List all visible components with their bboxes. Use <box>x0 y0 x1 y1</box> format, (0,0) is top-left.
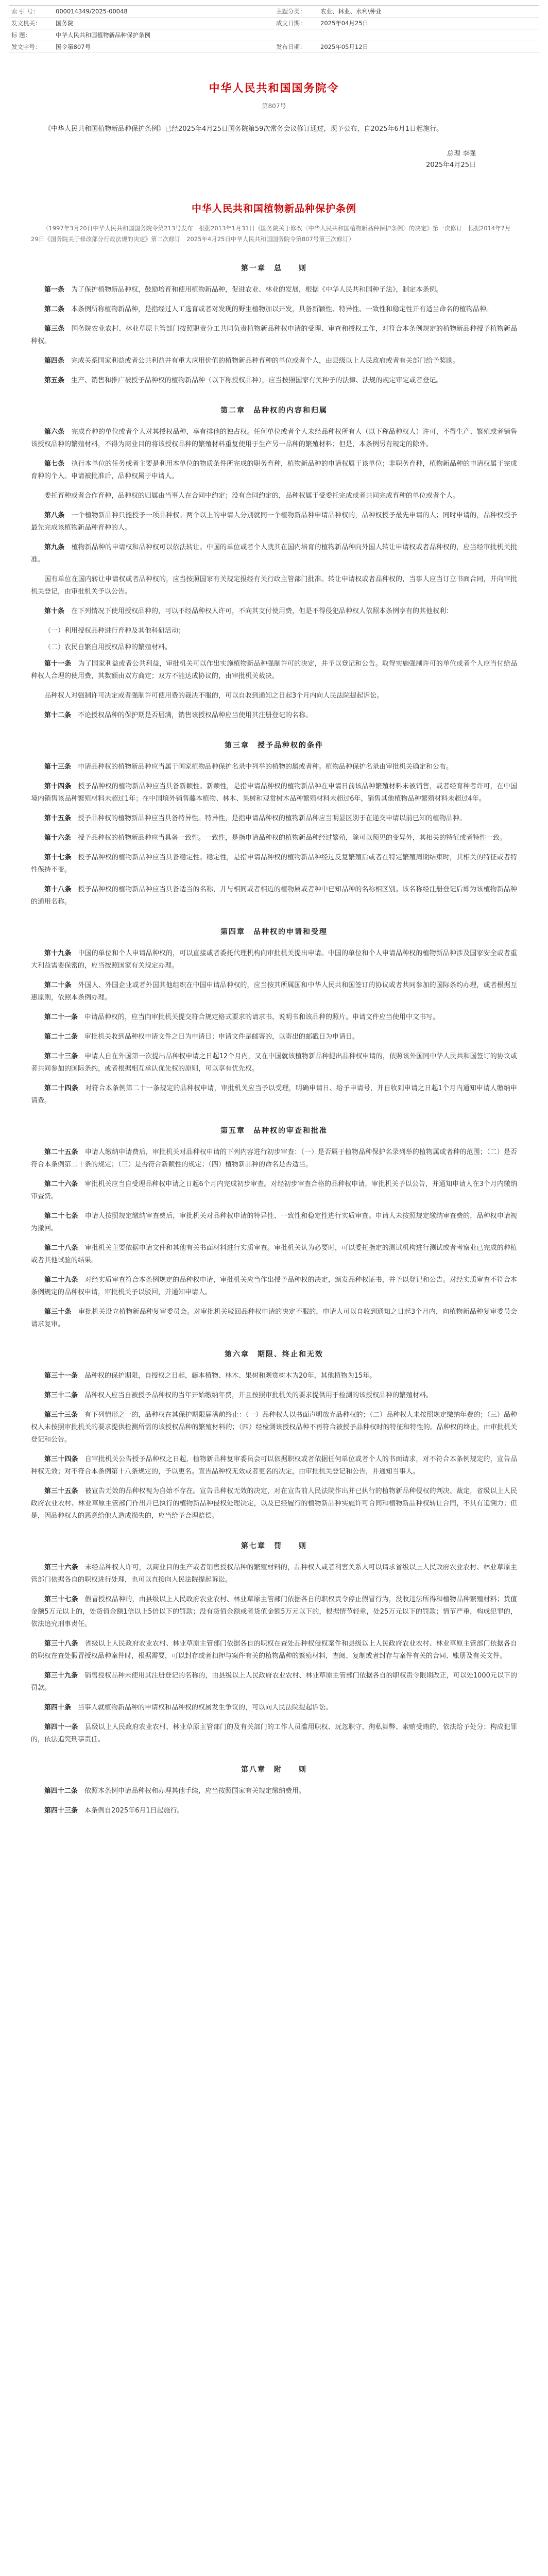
order-header <box>0 80 548 110</box>
article-paragraph <box>31 458 517 483</box>
chapter-heading: 第四章 品种权的申请和受理 <box>220 928 328 936</box>
article-paragraph <box>31 1242 517 1267</box>
article-text: 完成育种的单位或者个人对其授权品种，享有排他的独占权。任何单位或者个人未经品种权所有人（以下称品种权人）许可，不得生产、繁殖或者销售该授权品种的繁殖材料，不得为商业目的将该授权品种的繁殖材料重复使用于生产另一品种的繁殖材料；但是，本条例另有规定的除外。 <box>31 428 517 448</box>
article-text: 当事人就植物新品种的申请权和品种权的权属发生争议的，可以向人民法院提起诉讼。 <box>78 1704 333 1711</box>
article-text: 对符合本条例第二十一条规定的品种权申请，审批机关应当予以受理，明确申请日、给予申请号，并自收到申请之日起1个月内通知申请人缴纳申请费。 <box>31 1084 517 1105</box>
article-text: 在下列情况下使用授权品种的，可以不经品种权人许可，不向其支付使用费，但是不得侵犯品种权人依照本条例享有的其他权利： <box>71 607 453 615</box>
article-text: 被宣告无效的品种权视为自始不存在。宣告品种权无效的决定，对在宣告前人民法院作出并已执行的植物新品种侵权的判决、裁定，省级以上人民政府农业农村、林业草原主管部门作出并已执行的植物新品种侵权处理决定，以及已经履行的植物新品种实施许可合同和植物新品种权转让合同，不具有追溯力；但是，因品种权人的恶意给他人造成损失的，应当给予合理赔偿。 <box>31 1487 517 1520</box>
article-text: 国有单位在国内转让申请权或者品种权的，应当按照国家有关规定报经有关行政主管部门批准。转让申请权或者品种权的，当事人应当订立书面合同，并向审批机关登记，由审批机关予以公告。 <box>31 575 517 596</box>
article-number: 第四十一条 <box>44 1723 78 1731</box>
meta-label-issuer: 发文机关： <box>11 20 41 27</box>
article-paragraph <box>31 781 517 805</box>
article-paragraph <box>31 573 517 598</box>
article-number: 第十九条 <box>44 950 72 957</box>
article-text: 不论授权品种的保护期是否届满，销售该授权品种应当使用其注册登记的名称。 <box>78 711 313 719</box>
article-paragraph <box>31 852 517 876</box>
article-paragraph <box>31 1274 517 1299</box>
article-number: 第十二条 <box>44 711 72 719</box>
article-number: 第七条 <box>44 460 65 468</box>
meta-value-issuer: 国务院 <box>56 20 74 27</box>
metadata-row <box>9 6 539 18</box>
article-text: 申请人缴纳申请费后，审批机关对品种权申请的下列内容进行初步审查：（一）是否属于植物品种保护名录列举的植物属或者种的范围；（二）是否符合本条例第二十条的规定；（三）是否符合新颖性的规定；（四）植物新品种的命名是否适当。 <box>31 1148 517 1168</box>
article-text: 授予品种权的植物新品种应当具备新颖性。新颖性，是指申请品种权的植物新品种在申请日前该品种繁殖材料未被销售，或者经育种者许可，在中国境内销售该品种繁殖材料未超过1年；在中国境外销售藤本植物、林木、果树和观赏树木品种繁殖材料未超过6年，销售其他植物品种繁殖材料未超过4年。 <box>31 783 517 803</box>
law-content <box>31 262 517 1817</box>
article-text: 执行本单位的任务或者主要是利用本单位的物质条件所完成的职务育种，植物新品种的申请权属于该单位；非职务育种，植物新品种的申请权属于完成育种的个人。申请被批准后，品种权属于申请人。 <box>31 460 517 480</box>
article-paragraph <box>31 1409 517 1446</box>
meta-value-index: 000014349/2025-00048 <box>56 8 128 15</box>
article-paragraph <box>31 1594 517 1631</box>
article-number: 第四十条 <box>44 1704 72 1711</box>
article-paragraph <box>31 1562 517 1586</box>
article-number: 第六条 <box>44 428 65 436</box>
article-paragraph <box>31 1389 517 1402</box>
article-number: 第三十条 <box>44 1308 72 1316</box>
article-number: 第二十九条 <box>44 1276 78 1284</box>
article-number: 第二十三条 <box>44 1053 78 1060</box>
article-number: 第二十七条 <box>44 1212 78 1220</box>
meta-label-category: 主题分类： <box>276 8 306 15</box>
article-paragraph <box>31 541 517 566</box>
article-number: 第三十一条 <box>44 1372 78 1380</box>
order-number: 第807号 <box>262 103 286 110</box>
article-text: 一个植物新品种只能授予一项品种权。两个以上的申请人分别就同一个植物新品种申请品种权的，品种权授予最先申请的人；同时申请的，品种权授予最先完成该植物新品种育种的人。 <box>31 512 517 532</box>
meta-value-category: 农业、林业、水利\种业 <box>320 8 382 15</box>
article-text: 委托育种或者合作育种，品种权的归属由当事人在合同中约定；没有合同约定的，品种权属于受委托完成或者共同完成育种的单位或者个人。 <box>44 492 460 500</box>
article-number: 第八条 <box>44 512 65 519</box>
article-text: 本条例自2025年6月1日起施行。 <box>84 1807 184 1815</box>
order-title: 中华人民共和国国务院令 <box>209 82 339 94</box>
law-header <box>0 201 548 215</box>
article-number: 第三十二条 <box>44 1392 78 1399</box>
article-number: 第二十五条 <box>44 1148 78 1156</box>
article-number: 第四条 <box>44 357 65 365</box>
article-text: 假冒授权品种的，由县级以上人民政府农业农村、林业草原主管部门依据各自的职权责令停止假冒行为，没收违法所得和植物品种繁殖材料；货值金额5万元以上的，处货值金额1倍以上5倍以下的罚款；没有货值金额或者货值金额5万元以下的，根据情节轻重，处25万元以下的罚款；情节严重，构成犯罪的，依法追究刑事责任。 <box>31 1596 517 1628</box>
article-text: 自审批机关公告授予品种权之日起，植物新品种复审委员会可以依据职权或者依据任何单位或者个人的书面请求，对不符合本条例规定的，宣告品种权无效；对不符合本条例第十八条规定的，予以更名。宣告品种权无效或者更名的决定，由审批机关登记和公告，并通知当事人。 <box>31 1455 517 1476</box>
article-paragraph <box>31 1146 517 1171</box>
meta-value-doc-no: 国令第807号 <box>56 43 91 50</box>
article-number: 第三十四条 <box>44 1455 78 1463</box>
article-number: 第二十一条 <box>44 1013 78 1021</box>
article-paragraph <box>31 375 517 387</box>
article-number: 第十四条 <box>44 783 72 790</box>
article-text: 为了国家利益或者公共利益，审批机关可以作出实施植物新品种强制许可的决定，并予以登记和公告。取得实施强制许可的单位或者个人应当付给品种权人合理的使用费，其数额由双方商定；双方不能达成协议的，由审批机关裁决。 <box>31 660 517 680</box>
article-text: 为了保护植物新品种权，鼓励培育和使用植物新品种，促进农业、林业的发展，根据《中华人民共和国种子法》，制定本条例。 <box>71 286 443 294</box>
article-paragraph <box>31 658 517 683</box>
article-text: 对经实质审查符合本条例规定的品种权申请，审批机关应当作出授予品种权的决定，颁发品种权证书，并予以登记和公告。对经实质审查不符合本条例规定的品种权申请，审批机关予以驳回，并通知申请人。 <box>31 1276 517 1296</box>
article-text: 销售授权品种未使用其注册登记的名称的，由县级以上人民政府农业农村、林业草原主管部门依据各自的职权责令限期改正，可以处1000元以下的罚款。 <box>31 1672 517 1692</box>
article-number: 第二十八条 <box>44 1244 78 1252</box>
article-paragraph <box>31 1306 517 1331</box>
meta-label-publish-date: 发布日期： <box>276 43 306 50</box>
article-paragraph <box>31 1670 517 1694</box>
article-text: 品种权人应当自被授予品种权的当年开始缴纳年费，并且按照审批机关的要求提供用于检测的该授权品种的繁殖材料。 <box>84 1392 433 1399</box>
meta-label-written-date: 成文日期： <box>276 20 306 27</box>
metadata-row <box>9 41 539 53</box>
article-paragraph <box>31 1485 517 1522</box>
chapter-heading: 第五章 品种权的审查和批准 <box>220 1127 328 1135</box>
meta-label-index: 索 引 号： <box>11 8 39 15</box>
article-paragraph <box>31 426 517 451</box>
chapter-heading: 第一章 总 则 <box>241 264 307 273</box>
article-number: 第一条 <box>44 286 65 294</box>
article-number: 第二十条 <box>44 981 72 989</box>
article-text: 品种权人对强制许可决定或者强制许可使用费的裁决不服的，可以自收到通知之日起3个月内向人民法院提起诉讼。 <box>44 692 384 700</box>
list-item: （一）利用授权品种进行育种及其他科研活动； <box>44 627 185 635</box>
article-paragraph <box>31 761 517 773</box>
article-paragraph <box>31 812 517 825</box>
article-number: 第九条 <box>44 544 65 551</box>
article-text: 有下列情形之一的，品种权在其保护期限届满前终止：（一）品种权人以书面声明放弃品种权的；（二）品种权人未按照规定缴纳年费的；（三）品种权人未按照审批机关的要求提供检测所需的该授权品种的繁殖材料的；（四）经检测该授权品种不再符合被授予品种权时的特征和特性的。品种权的终止，由审批机关登记和公告。 <box>31 1411 517 1444</box>
article-number: 第十三条 <box>44 763 72 771</box>
article-number: 第十条 <box>44 607 65 615</box>
article-number: 第三十七条 <box>44 1596 78 1603</box>
article-text: 申请人自在外国第一次提出品种权申请之日起12个月内，又在中国就该植物新品种提出品种权申请的，依照该外国同中华人民共和国签订的协议或者共同参加的国际条约，或者根据相互承认优先权的原则，可以享有优先权。 <box>31 1053 517 1073</box>
article-paragraph <box>31 947 517 972</box>
signature-name: 总理 李强 <box>447 150 476 158</box>
article-paragraph <box>31 510 517 534</box>
article-number: 第十七条 <box>44 854 72 861</box>
metadata-row <box>9 29 539 41</box>
article-text: 审批机关应当自受理品种权申请之日起6个月内完成初步审查。对经初步审查合格的品种权申请，审批机关予以公告，并通知申请人在3个月内缴纳审查费。 <box>31 1180 517 1200</box>
article-text: 申请品种权的植物新品种应当属于国家植物品种保护名录中列举的植物的属或者种。植物品种保护名录由审批机关确定和公布。 <box>78 763 453 771</box>
article-paragraph <box>31 832 517 844</box>
article-text: 审批机关主要依据申请文件和其他有关书面材料进行实质审查。审批机关认为必要时，可以委托指定的测试机构进行测试或者考察业已完成的种植或者其他试验的结果。 <box>31 1244 517 1264</box>
article-paragraph <box>31 490 517 502</box>
article-paragraph <box>31 284 517 296</box>
article-number: 第二十六条 <box>44 1180 78 1188</box>
article-text: 审批机关设立植物新品种复审委员会。对审批机关驳回品种权申请的决定不服的，申请人可以自收到通知之日起3个月内，向植物新品种复审委员会请求复审。 <box>31 1308 517 1328</box>
meta-label-title: 标 题： <box>11 31 31 39</box>
article-paragraph <box>31 303 517 316</box>
metadata-row <box>9 18 539 29</box>
chapter-heading: 第七章 罚 则 <box>241 1542 307 1550</box>
article-text: 本条例所称植物新品种，是指经过人工选育或者对发现的野生植物加以开发，具备新颖性、特异性、一致性和稳定性并有适当命名的植物品种。 <box>71 306 493 313</box>
article-paragraph <box>31 1638 517 1663</box>
signature-date: 2025年4月25日 <box>426 161 476 169</box>
article-text: 授予品种权的植物新品种应当具备适当的名称，并与相同或者相近的植物属或者种中已知品种的名称相区别。该名称经注册登记后即为该植物新品种的通用名称。 <box>31 886 517 906</box>
article-text: 授予品种权的植物新品种应当具备稳定性。稳定性，是指申请品种权的植物新品种经过反复繁殖后或者在特定繁殖周期结束时，其相关的特征或者特性保持不变。 <box>31 854 517 874</box>
signature-block <box>0 148 481 171</box>
article-text: 授予品种权的植物新品种应当具备特异性。特异性，是指申请品种权的植物新品种应当明显区别于在递交申请以前已知的植物品种。 <box>78 815 467 822</box>
article-text: 审批机关收到品种权申请文件之日为申请日；申请文件是邮寄的，以寄出的邮戳日为申请日。 <box>84 1033 359 1041</box>
article-paragraph <box>31 1082 517 1107</box>
article-number: 第四十三条 <box>44 1807 78 1815</box>
article-text: 生产、销售和推广被授予品种权的植物新品种（以下称授权品种），应当按照国家有关种子的法律、法规的规定审定或者登记。 <box>71 377 443 384</box>
article-number: 第五条 <box>44 377 65 384</box>
article-number: 第十一条 <box>44 660 72 668</box>
article-number: 第三十五条 <box>44 1487 78 1495</box>
article-text: 依照本条例申请品种权和办理其他手续，应当按照国家有关规定缴纳费用。 <box>84 1787 306 1795</box>
article-paragraph <box>31 1453 517 1478</box>
meta-value-publish-date: 2025年05月12日 <box>320 43 369 50</box>
article-text: 品种权的保护期限，自授权之日起，藤本植物、林木、果树和观赏树木为20年，其他植物为15年。 <box>84 1372 376 1380</box>
chapter-heading: 第八章 附 则 <box>241 1766 307 1774</box>
chapter-heading: 第三章 授予品种权的条件 <box>225 741 323 750</box>
article-number: 第十五条 <box>44 815 72 822</box>
meta-value-title: 中华人民共和国植物新品种保护条例 <box>56 31 150 39</box>
article-text: 申请人按照规定缴纳审查费后，审批机关对品种权申请的特异性、一致性和稳定性进行实质审查。申请人未按照规定缴纳审查费的，品种权申请视为撤回。 <box>31 1212 517 1232</box>
article-text: 申请品种权的，应当向审批机关提交符合规定格式要求的请求书、说明书和该品种的照片。申请文件应当使用中文书写。 <box>84 1013 440 1021</box>
article-text: 外国人、外国企业或者外国其他组织在中国申请品种权的，应当按其所属国和中华人民共和国签订的协议或者共同参加的国际条约办理，或者根据互惠原则，依照本条例办理。 <box>31 981 517 1002</box>
article-paragraph <box>31 884 517 908</box>
metadata-table <box>9 5 539 53</box>
article-number: 第十八条 <box>44 886 72 893</box>
law-note: （1997年3月20日中华人民共和国国务院令第213号发布 根据2013年1月31日《国务院关于修改〈中华人民共和国植物新品种保护条例〉的决定》第一次修订 根据2014年7月29日《国务院关于修改部分行政法规的决定》第二次修订 2025年4月25日中华人民共和国国务院令第807号第三次修订） <box>31 225 511 243</box>
article-number: 第三条 <box>44 325 65 333</box>
article-paragraph <box>31 323 517 348</box>
article-paragraph <box>31 1210 517 1235</box>
article-number: 第三十六条 <box>44 1564 78 1571</box>
meta-label-doc-no: 发文字号： <box>11 43 41 50</box>
article-paragraph <box>31 1370 517 1382</box>
article-number: 第二十四条 <box>44 1084 78 1092</box>
article-paragraph <box>31 979 517 1004</box>
article-number: 第三十八条 <box>44 1640 78 1648</box>
article-paragraph <box>31 690 517 702</box>
article-paragraph <box>31 1721 517 1746</box>
chapter-heading: 第二章 品种权的内容和归属 <box>220 406 328 415</box>
article-number: 第三十三条 <box>44 1411 78 1419</box>
law-title: 中华人民共和国植物新品种保护条例 <box>191 203 356 214</box>
article-paragraph <box>31 1031 517 1043</box>
article-text: 未经品种权人许可，以商业目的生产或者销售授权品种的繁殖材料的，品种权人或者利害关系人可以请求省级以上人民政府农业农村、林业草原主管部门依据各自的职权进行处理，也可以直接向人民法院提起诉讼。 <box>31 1564 517 1584</box>
article-number: 第二十二条 <box>44 1033 78 1041</box>
article-paragraph <box>31 1702 517 1714</box>
meta-value-written-date: 2025年04月25日 <box>320 20 369 27</box>
article-text: 县级以上人民政府农业农村、林业草原主管部门的及有关部门的工作人员滥用职权、玩忽职守、徇私舞弊、索贿受贿的，依法给予处分；构成犯罪的，依法追究刑事责任。 <box>31 1723 517 1743</box>
article-text: 授予品种权的植物新品种应当具备一致性。一致性，是指申请品种权的植物新品种经过繁殖，除可以预见的变异外，其相关的特征或者特性一致。 <box>78 834 507 842</box>
list-item: （二）农民自繁自用授权品种的繁殖材料。 <box>44 643 172 651</box>
article-number: 第二条 <box>44 306 65 313</box>
chapter-heading: 第六章 期限、终止和无效 <box>225 1350 323 1359</box>
article-paragraph <box>31 709 517 722</box>
article-paragraph <box>31 1785 517 1798</box>
article-text: 中国的单位和个人申请品种权的，可以直接或者委托代理机构向审批机关提出申请。中国的单位和个人申请品种权的植物新品种涉及国家安全或者重大利益需要保密的，应当按照国家有关规定办理。 <box>31 950 517 970</box>
article-paragraph <box>31 1050 517 1075</box>
article-number: 第四十二条 <box>44 1787 78 1795</box>
article-text: 植物新品种的申请权和品种权可以依法转让。中国的单位或者个人就其在国内培育的植物新品种向外国人转让申请权或者品种权的，应当经审批机关批准。 <box>31 544 517 564</box>
article-paragraph <box>31 1805 517 1817</box>
article-paragraph <box>31 1011 517 1024</box>
article-paragraph <box>31 355 517 367</box>
article-paragraph <box>31 1178 517 1203</box>
article-text: 省级以上人民政府农业农村、林业草原主管部门依据各自的职权在查处品种权侵权案件和县级以上人民政府农业农村、林业草原主管部门依据各自的职权在查处假冒授权品种案件时，根据需要，可以封存或者扣押与案件有关的植物品种的繁殖材料，查阅、复制或者封存与案件有关的合同、账册及有关文件。 <box>31 1640 517 1660</box>
order-text: 《中华人民共和国植物新品种保护条例》已经2025年4月25日国务院第59次常务会议修订通过，现予公布，自2025年6月1日起施行。 <box>44 125 443 133</box>
article-number: 第十六条 <box>44 834 72 842</box>
article-number: 第三十九条 <box>44 1672 78 1680</box>
article-text: 完成关系国家利益或者公共利益并有重大应用价值的植物新品种育种的单位或者个人，由县级以上人民政府或者有关部门给予奖励。 <box>71 357 460 365</box>
article-text: 国务院农业农村、林业草原主管部门按照职责分工共同负责植物新品种权申请的受理、审查和授权工作，对符合本条例规定的植物新品种授予植物新品种权。 <box>31 325 517 345</box>
article-paragraph <box>31 605 517 618</box>
